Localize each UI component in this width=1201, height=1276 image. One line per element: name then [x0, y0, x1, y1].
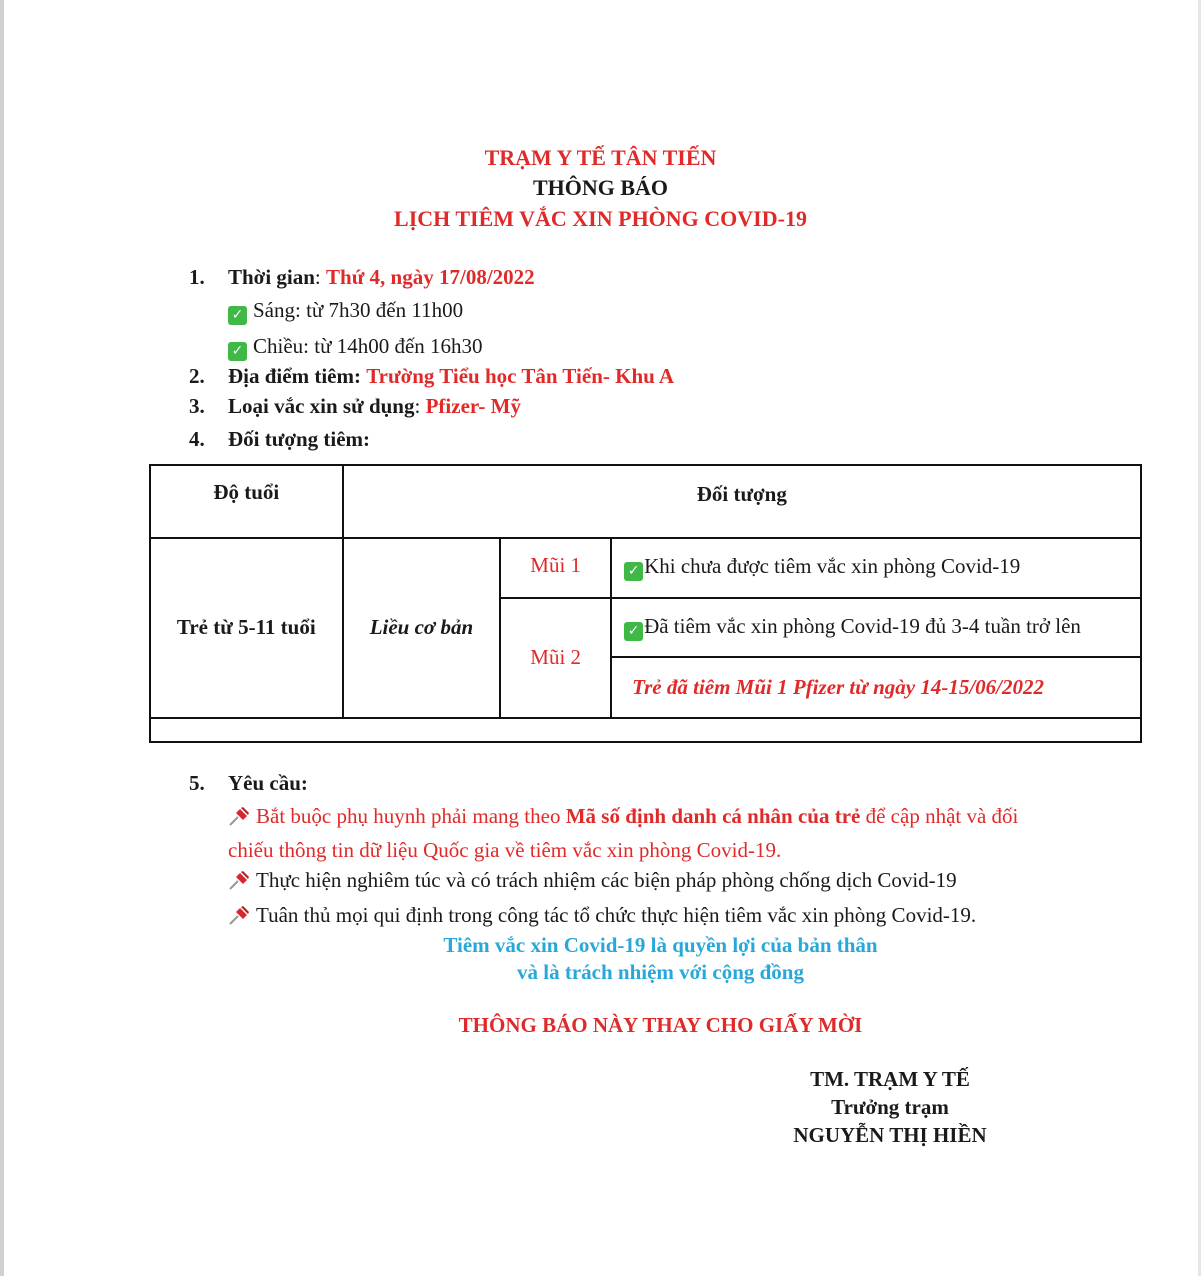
target-table — [149, 464, 1142, 743]
requirement-3 — [228, 903, 976, 928]
dose-1-cell: Mũi 1 — [500, 538, 611, 598]
dose-1-desc: Khi chưa được tiêm vắc xin phòng Covid-19 — [644, 554, 1021, 579]
morning-line — [228, 298, 463, 325]
requirement-1-cont: chiếu thông tin dữ liệu Quốc gia về tiêm vắc xin phòng Covid-19. — [228, 838, 782, 862]
item-1-sep: : — [314, 265, 327, 289]
requirement-1-a: Bắt buộc phụ huynh phải mang theo — [256, 804, 566, 828]
subject-title: LỊCH TIÊM VẮC XIN PHÒNG COVID-19 — [394, 206, 807, 231]
requirement-1 — [228, 804, 1018, 829]
item-1-label: Thời gian — [228, 265, 315, 289]
item-5-label: Yêu cầu: — [228, 771, 308, 795]
requirement-2 — [228, 868, 957, 893]
item-2-label: Địa điểm tiêm: — [228, 364, 361, 388]
item-4-number: 4. — [189, 427, 205, 451]
item-5-number: 5. — [189, 771, 205, 795]
dose-1-desc-cell — [611, 538, 1141, 598]
header-target: Đối tượng — [343, 465, 1141, 538]
notice-title: THÔNG BÁO — [532, 175, 669, 200]
signature-role: Trưởng trạm — [831, 1095, 949, 1119]
empty-cell — [150, 718, 1141, 742]
pushpin-icon — [228, 806, 250, 826]
item-1-value: Thứ 4, ngày 17/08/2022 — [326, 265, 535, 289]
item-1 — [228, 265, 535, 290]
item-2 — [228, 364, 674, 389]
item-1-number: 1. — [189, 265, 205, 289]
item-3-label: Loại vắc xin sử dụng — [228, 394, 415, 418]
dose-type-cell: Liều cơ bản — [343, 538, 501, 718]
org-title: TRẠM Y TẾ TÂN TIẾN — [484, 145, 717, 170]
check-icon: ✓ — [228, 342, 247, 361]
invite-notice: THÔNG BÁO NÀY THAY CHO GIẤY MỜI — [458, 1013, 863, 1037]
requirement-3-text: Tuân thủ mọi qui định trong công tác tổ chức thực hiện tiêm vắc xin phòng Covid-19. — [256, 903, 977, 927]
dose-2-cell: Mũi 2 — [500, 598, 611, 718]
signature-title: TM. TRẠM Y TẾ — [810, 1067, 970, 1091]
item-2-value: Trường Tiểu học Tân Tiến- Khu A — [366, 364, 675, 388]
afternoon-text: Chiều: từ 14h00 đến 16h30 — [253, 334, 483, 358]
morning-text: Sáng: từ 7h30 đến 11h00 — [253, 298, 464, 322]
table-empty-row — [150, 718, 1141, 742]
item-3-sep: : — [414, 394, 426, 418]
pushpin-icon — [228, 905, 250, 925]
check-icon: ✓ — [624, 562, 643, 581]
item-2-number: 2. — [189, 364, 205, 388]
header-age: Độ tuổi — [150, 465, 343, 538]
requirement-1-c: để cập nhật và đối — [860, 804, 1019, 828]
dose-2-note: Trẻ đã tiêm Mũi 1 Pfizer từ ngày 14-15/06/2022 — [611, 657, 1141, 717]
slogan-line-1: Tiêm vắc xin Covid-19 là quyền lợi của bản thân — [443, 933, 878, 957]
table-header-row — [150, 465, 1141, 538]
slogan-line-2: và là trách nhiệm với cộng đồng — [517, 960, 804, 984]
signature-name: NGUYỄN THỊ HIỀN — [793, 1123, 987, 1147]
age-cell: Trẻ từ 5-11 tuổi — [150, 538, 343, 718]
check-icon: ✓ — [624, 622, 643, 641]
item-4-label: Đối tượng tiêm: — [228, 427, 371, 451]
check-icon: ✓ — [228, 306, 247, 325]
pushpin-icon — [228, 870, 250, 890]
signature-block — [780, 1065, 1000, 1149]
afternoon-line — [228, 334, 483, 361]
table-row — [150, 538, 1141, 598]
item-3 — [228, 394, 521, 419]
dose-2-desc-cell — [611, 598, 1141, 657]
dose-2-desc: Đã tiêm vắc xin phòng Covid-19 đủ 3-4 tuần trở lên — [644, 614, 1081, 639]
item-3-number: 3. — [189, 394, 205, 418]
requirement-1-b: Mã số định danh cá nhân của trẻ — [565, 804, 861, 828]
item-3-value: Pfizer- Mỹ — [425, 394, 521, 418]
requirement-2-text: Thực hiện nghiêm túc và có trách nhiệm các biện pháp phòng chống dịch Covid-19 — [256, 868, 957, 892]
